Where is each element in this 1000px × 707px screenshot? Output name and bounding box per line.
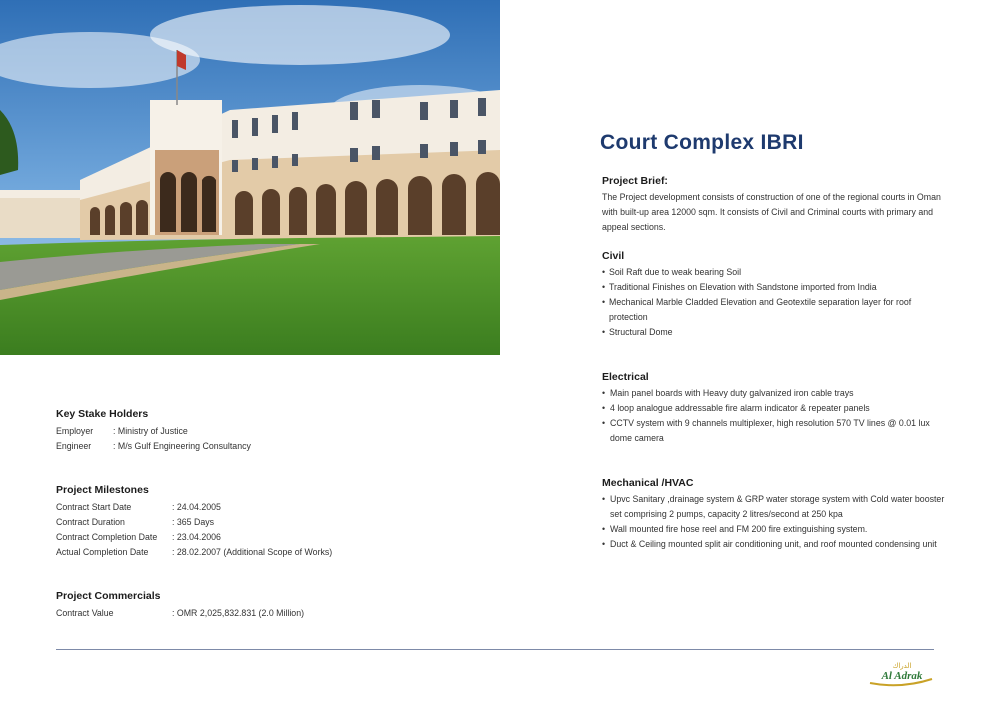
row-value: : 28.02.2007 (Additional Scope of Works)	[172, 547, 333, 557]
row-value: : 24.04.2005	[172, 502, 221, 512]
row-key: Engineer	[56, 441, 92, 451]
row-value: : 23.04.2006	[172, 532, 221, 542]
commercials-section	[56, 590, 304, 621]
row-value: : M/s Gulf Engineering Consultancy	[113, 441, 251, 451]
page-title: Court Complex IBRI	[600, 131, 804, 154]
list-item: • Duct & Ceiling mounted split air conditioning unit, and roof mounted condensing unit	[602, 537, 952, 552]
milestones-heading: Project Milestones	[56, 484, 149, 496]
logo-text: Al Adrak	[881, 670, 923, 682]
stakeholders-section	[56, 408, 251, 454]
table-row	[56, 500, 332, 515]
row-key: Contract Start Date	[56, 502, 132, 512]
table-row	[56, 439, 251, 454]
commercials-heading: Project Commercials	[56, 590, 161, 602]
civil-heading: Civil	[602, 250, 625, 262]
row-key: Contract Duration	[56, 517, 125, 527]
row-key: Contract Completion Date	[56, 532, 158, 542]
row-key: Contract Value	[56, 608, 114, 618]
row-key: Employer	[56, 426, 94, 436]
electrical-heading: Electrical	[602, 371, 649, 383]
project-brief-heading: Project Brief:	[602, 175, 668, 187]
table-row	[56, 515, 332, 530]
list-item: • Upvc Sanitary ,drainage system & GRP water storage system with Cold water booster set comprising 2 pumps, capacity 2 litres/second at 250 kpa	[602, 492, 952, 522]
table-row	[56, 545, 332, 560]
al-adrak-logo	[866, 661, 936, 687]
table-row	[56, 606, 304, 621]
table-row	[56, 530, 332, 545]
stakeholders-heading: Key Stake Holders	[56, 408, 149, 420]
mechanical-heading: Mechanical /HVAC	[602, 477, 694, 489]
building-photo	[0, 0, 500, 355]
logo-arabic-text: الدراك	[892, 662, 912, 670]
list-item: • Main panel boards with Heavy duty galvanized iron cable trays	[602, 386, 952, 401]
list-item: • Wall mounted fire hose reel and FM 200 fire extinguishing system.	[602, 522, 952, 537]
list-item: • 4 loop analogue addressable fire alarm indicator & repeater panels	[602, 401, 952, 416]
list-item: • Soil Raft due to weak bearing Soil	[602, 265, 952, 280]
project-brief-section	[602, 175, 952, 235]
list-item: • Mechanical Marble Cladded Elevation and Geotextile separation layer for roof protection	[602, 295, 952, 325]
row-value: : OMR 2,025,832.831 (2.0 Million)	[172, 608, 305, 618]
row-value: : Ministry of Justice	[113, 426, 188, 436]
row-value: : 365 Days	[172, 517, 215, 527]
list-item: • Traditional Finishes on Elevation with Sandstone imported from India	[602, 280, 952, 295]
list-item: • Structural Dome	[602, 325, 952, 340]
mechanical-section	[602, 477, 952, 552]
footer-divider	[56, 649, 934, 650]
table-row	[56, 424, 251, 439]
row-key: Actual Completion Date	[56, 547, 149, 557]
list-item: • CCTV system with 9 channels multiplexer, high resolution 570 TV lines @ 0.01 lux dome camera	[602, 416, 952, 446]
electrical-section	[602, 371, 952, 446]
project-brief-text: The Project development consists of construction of one of the regional courts in Oman with built-up area 12000 sqm. It consists of Civil and Criminal courts with primary and appeal sections.	[602, 192, 941, 232]
civil-section	[602, 250, 952, 340]
milestones-section	[56, 484, 332, 560]
